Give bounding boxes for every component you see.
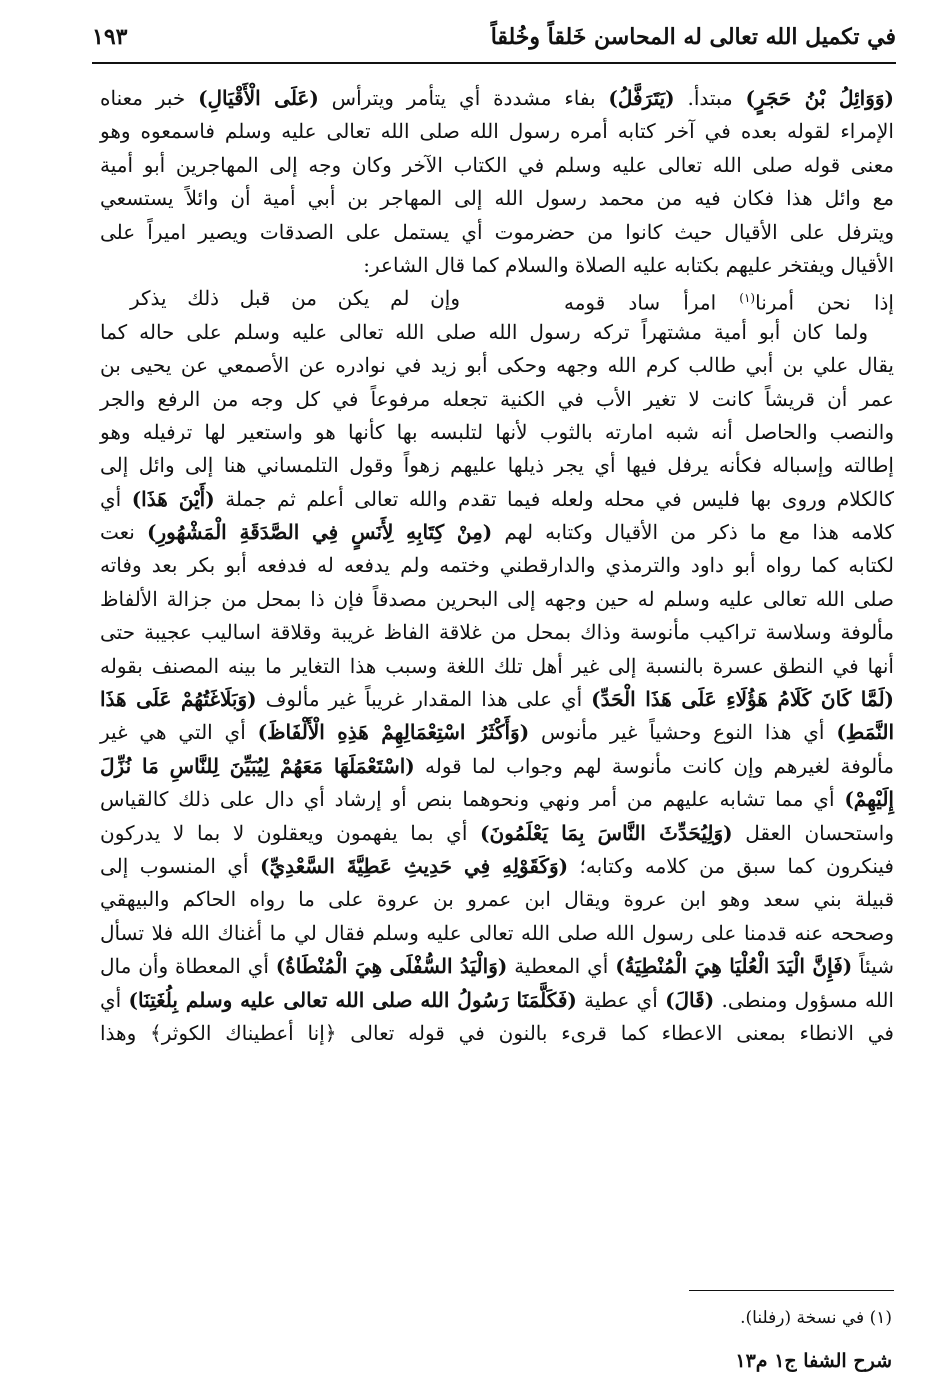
commentary-text: أي [100, 486, 132, 511]
commentary-text: ولما كان أبو أمية مشتهراً تركه رسول الله صلى الله تعالى عليه وسلم على حاله كما [100, 319, 868, 344]
commentary-text: يقال علي بن أبي طالب كرم الله وجهه وحكى أبو زيد في نوادره عن الأصمعي عن يحيى بن [100, 353, 894, 378]
commentary-text: أي التي هي غير [100, 720, 258, 745]
text-line [100, 683, 894, 716]
commentary-text: خبر معناه [100, 86, 199, 110]
signature-line: شرح الشفا ج١ م١٣ [735, 1350, 892, 1372]
commentary-text: أي مما تشابه عليهم من أمر ونهي ونحوهما بنص أو إرشاد أي دال على ذلك كالقياس [100, 787, 845, 812]
commentary-text: واستحسان العقل [732, 820, 894, 845]
verse-second-hemistich: وإن لم يكن من قبل ذلك يذكر [130, 286, 460, 311]
commentary-text: صلى الله تعالى عليه وسلم له حين وجهه إلى البحرين مصدقاً فإن ذا بمحل من جزالة الألفاظ [100, 586, 894, 611]
commentary-text: معنى قوله صلى الله تعالى عليه وسلم في الكتاب الآخر وكان وجه إلى المهاجرين أبو أمية [100, 152, 894, 177]
commentary-text: أنها في النطق عسرة بالنسبة إلى غير أهل تلك اللغة وسبب هذا التغاير ما بينه المصنف بقوله [100, 653, 894, 678]
footnote: (١) في نسخة (رفلنا). [740, 1308, 892, 1328]
header-rule [92, 62, 896, 64]
text-line [100, 984, 894, 1017]
commentary-text: أي عطية [576, 987, 666, 1012]
text-line [100, 1017, 894, 1050]
text-line [100, 149, 894, 182]
page-number: ١٩٣ [92, 24, 128, 50]
matn-quote: (فَكَلَّمَنَا رَسُولُ الله صلى الله تعالى عليه وسلم بِلُغَتِنَا) [128, 987, 577, 1012]
commentary-text: مألوفة وسلاسة تراكيب مأنوسة وذاك بمحل من غلاقة الفاظ غريبة وقلاقة اساليب عجيبة حتى [100, 620, 894, 645]
matn-quote: إِلَيْهِمْ) [844, 787, 894, 812]
commentary-text: الإمراء لقوله بعده في آخر كتابه أمره رسول الله صلى الله تعالى عليه وسلم فاسمعوه وهو [100, 119, 894, 144]
commentary-text: عمر أن قريشاً كانت لا تغير الأب في الكنية تجعله مرفوعاً في كل وجه من الرفع والجر [100, 386, 894, 411]
matn-quote: (أَيْنَ هَذَا) [131, 486, 215, 511]
verse-first-hemistich [564, 282, 894, 315]
commentary-text: مبتدأ. [674, 86, 746, 110]
text-line [100, 182, 894, 215]
text-line [100, 449, 894, 482]
commentary-text: أي هذا النوع وحشياً غير مأنوس [529, 720, 837, 745]
matn-quote: (وَوَائِلُ بْنُ حَجَرٍ) [745, 86, 894, 110]
matn-quote: (لَمَّا كَانَ كَلَامُ هَؤُلَاءِ عَلَى هَذَا الْحَدِّ) [591, 687, 894, 712]
commentary-text: بفاء مشددة أي يتأمر ويترأس [318, 86, 609, 110]
matn-quote: (وَلِيُحَدِّثَ النَّاسَ بِمَا يَعْلَمُونَ) [480, 820, 733, 845]
commentary-text: مألوفة لغيرهم وإن كانت مأنوسة لهم وجواب لما قوله [414, 753, 894, 778]
matn-quote: (قَالَ) [665, 987, 715, 1012]
text-line [100, 316, 894, 349]
text-line [100, 516, 894, 549]
commentary-text: أي المعطاة وأن مال [100, 954, 276, 979]
text-line [100, 716, 894, 749]
text-line [100, 383, 894, 416]
commentary-text: أي بما يفهمون ويعقلون لا بما لا يدركون [100, 820, 481, 845]
matn-quote: (وَبَلَاغَتُهُمْ عَلَى هَذَا [100, 687, 257, 712]
commentary-text: الله مسؤول ومنطى. [714, 987, 894, 1012]
text-line [100, 783, 894, 816]
commentary-text: إطالته وإسباله فكأنه يرفل فيها أي يجر ذيلها عليهم زهواً وقول التلمساني هنا إلى وائل إلى [100, 453, 894, 478]
matn-quote: (فَإِنَّ الْيَدَ الْعُلْيَا هِيَ الْمُنْطِيَةُ) [615, 954, 853, 979]
commentary-text: أي على هذا المقدار غريباً غير مألوف [256, 687, 592, 712]
matn-quote: (اسْتَعْمَلَهَا مَعَهُمْ لِيُبَيِّنَ لِلنَّاسِ مَا نُزِّلَ [100, 753, 415, 778]
text-line [100, 82, 894, 115]
commentary-text: أي المعطية [507, 954, 616, 979]
text-line [100, 416, 894, 449]
text-line [100, 616, 894, 649]
text-line [100, 483, 894, 516]
text-line [100, 349, 894, 382]
commentary-text: ويترفل على الأقيال حيث كانوا من حضرموت أي يستمل على الصدقات ويصير اميراً على [100, 219, 894, 244]
poem-verse [100, 282, 894, 315]
commentary-text: فينكرون كما سبق من كلامه وكتابه؛ [568, 853, 894, 878]
text-line [100, 817, 894, 850]
matn-quote: (عَلَى الْأَقْيَالِ) [198, 86, 319, 110]
text-line [100, 883, 894, 916]
matn-quote: (وَأَكْثَرُ اسْتِعْمَالِهِمْ هَذِهِ الْأَلْفَاظَ) [257, 720, 530, 745]
commentary-text: مع وائل هذا فكان فيه من محمد رسول الله إلى المهاجر بن أبي أمية أن وائلاً يستسعي [100, 186, 894, 211]
chapter-title: في تكميل الله تعالى له المحاسن خَلقاً وخُلقاً [490, 24, 896, 50]
matn-quote: (يَتَرَفَّلُ) [608, 86, 675, 110]
text-line [100, 650, 894, 683]
text-body [100, 82, 894, 1050]
commentary-text: كلامه هذا مع ما ذكر من الأقيال وكتابه لهم [492, 520, 894, 545]
commentary-text: قبيلة بني سعد وهو ابن عروة ويقال ابن عمرو بن عروة على ما رواه الحاكم والبيهقي [100, 887, 894, 912]
commentary-text: الأقيال ويفتخر عليهم بكتابه عليه الصلاة والسلام كما قال الشاعر: [363, 252, 894, 277]
text-line [100, 549, 894, 582]
verse-text: امرأ ساد قومه [564, 291, 740, 315]
matn-quote: (مِنْ كِتَابِهِ لِأَنَسٍ فِي الصَّدَقَةِ الْمَشْهُورِ) [147, 520, 493, 545]
running-header [92, 18, 896, 58]
text-line [100, 950, 894, 983]
commentary-text: في الانطاء بمعنى الاعطاء كما قرىء بالنون في قوله تعالى ﴿إنا أعطيناك الكوثر﴾ وهذا [100, 1020, 894, 1045]
matn-quote: (وَالْيَدُ السُّفْلَى هِيَ الْمُنْطَاةُ) [275, 954, 508, 979]
commentary-text: وصححه عنه قدمنا على رسول الله صلى الله تعالى عليه وسلم فقال لي ما أغناك الله فلا تسأل [100, 920, 894, 945]
commentary-text: لكتابه كما رواه أبو داود والترمذي والدارقطني وختمه ولم يدفعه له فدفعه أبو بكر بعد وفاته [100, 553, 894, 578]
matn-quote: (وَكَقَوْلِهِ فِي حَدِيثِ عَطِيَّةَ السَّعْدِيِّ) [260, 853, 569, 878]
commentary-text: والنصب والحاصل أنه شبه امارته بالثوب لأنها لتلبسه بها كأنها هو واستعير لها ترفيله وهو [100, 419, 894, 444]
text-line [100, 216, 894, 249]
text-line [100, 917, 894, 950]
commentary-text: شيئاً [852, 954, 895, 979]
text-line [100, 750, 894, 783]
commentary-text: أي المنسوب إلى [100, 853, 260, 878]
commentary-text: كالكلام وروى بها فليس في محله ولعله فيما تقدم والله تعالى أعلم ثم جملة [214, 486, 894, 511]
commentary-text: نعت [100, 520, 147, 545]
matn-quote: النَّمَطِ) [836, 720, 895, 745]
text-line [100, 850, 894, 883]
footnote-rule [689, 1290, 894, 1291]
commentary-text: أي [100, 987, 129, 1012]
footnote-ref: (١) [739, 291, 756, 306]
verse-text: إذا نحن أمرنا [755, 291, 894, 315]
text-line [100, 249, 894, 282]
text-line [100, 583, 894, 616]
text-line [100, 115, 894, 148]
